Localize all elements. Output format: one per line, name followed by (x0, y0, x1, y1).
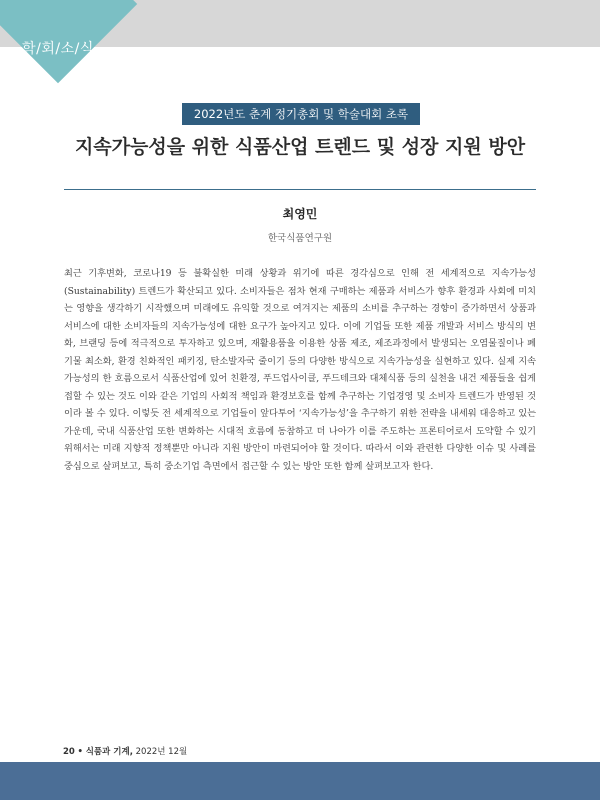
author-affiliation: 한국식품연구원 (267, 233, 333, 244)
article-title: 지속가능성을 위한 식품산업 트렌드 및 성장 지원 방안 (74, 136, 526, 158)
footer-separator: • (77, 747, 83, 757)
category-tab-label: 학/회/소/식 (22, 41, 94, 57)
issue-date: 2022년 12월 (135, 747, 188, 757)
title-divider (64, 189, 536, 190)
page-footer (63, 745, 187, 757)
author-name: 최영민 (282, 207, 318, 221)
page-number: 20 (63, 747, 75, 757)
footer-bar (0, 762, 600, 800)
journal-name: 식품과 기계, (85, 747, 133, 757)
abstract-text: 최근 기후변화, 코로나19 등 불확실한 미래 상황과 위기에 따른 경각심으로 인해 전 세계적으로 지속가능성(Sustainability) 트렌드가 확산되고 있다. 소비자들은 점차 현재 구매하는 제품과 서비스가 향후 환경과 사회에 미치는 영향을 생각하기 시작했으며 미래에도 유익할 것으로 여겨지는 제품의 소비를 추구하는 경향이 증가하면서 상품과 서비스에 대한 소비자들의 지속가능성에 대한 요구가 높아지고 있다. 이에 기업들 또한 제품 개발과 서비스 방식의 변화, 브랜딩 등에 적극적으로 투자하고 있으며, 재활용품을 이용한 상품 제조, 제조과정에서 발생되는 오염물질이나 폐기물 최소화, 환경 친화적인 패키징, 탄소발자국 줄이기 등의 다양한 방식으로 지속가능성을 실현하고 있다. 실제 지속가능성의 한 흐름으로서 식품산업에 있어 친환경, 푸드업사이클, 푸드테크와 대체식품 등의 실천을 내건 제품들을 쉽게 접할 수 있는 것도 이와 같은 기업의 사회적 책임과 환경보호를 함께 추구하는 기업경영 및 소비자 트렌드가 반영된 것이라 볼 수 있다. 이렇듯 전 세계적으로 기업들이 앞다투어 ‘지속가능성’을 추구하기 위한 전략을 내세워 대응하고 있는 가운데, 국내 식품산업 또한 변화하는 시대적 흐름에 동참하고 더 나아가 이를 주도하는 프론티어로서 도약할 수 있기 위해서는 미래 지향적 정책뿐만 아니라 지원 방안이 마련되어야 할 것이다. 따라서 이와 관련한 다양한 이슈 및 사례를 중심으로 살펴보고, 특히 중소기업 측면에서 접근할 수 있는 방안 또한 함께 살펴보고자 한다. (64, 268, 536, 472)
category-tab (0, 0, 140, 110)
event-banner: 2022년도 춘계 정기총회 및 학술대회 초록 (182, 103, 420, 125)
